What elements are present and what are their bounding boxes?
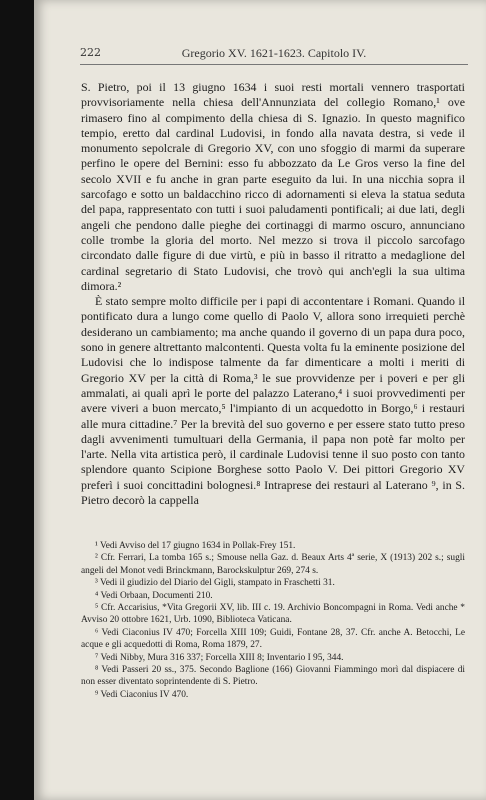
paragraph: S. Pietro, poi il 13 giugno 1634 i suoi resti mortali vennero trasportati provvisoriamente nella chiesa dell'Annunziata del collegio Romano,¹ ove rimasero fino al compimento della chiesa di S. Ignazio. In questo magnifico tempio, eretto dal cardinal Ludovisi, in fondo alla navata destra, si vede il monumento sepolcrale di Gregorio XV, con uno sfoggio di marmi da superare perfino le opere del Bernini: esso fu abbozzato da Le Gros verso la fine del secolo XVII e fu anche in gran parte eseguito da lui. In una nicchia sopra il sarcofago e sotto un baldacchino ricco di adornamenti si eleva la statua seduta del papa, rappresentato con tutti i suoi paludamenti pontificali; ai due lati, degli angeli che pendono dalle pieghe dei cortinaggi di marmo oscuro, annunciano colle trombe la gloria del morto. Nel mezzo si trova il piccolo sarcofago circondato dalle figure di due virtù, e più in basso il ritratto a medaglione del cardinal segretario di Stato Ludovisi, che trovò qui anch'egli la sua ultima dimora.²: [81, 80, 465, 293]
page-number: 222: [80, 46, 101, 59]
footnote: ⁴ Vedi Orbaan, Documenti 210.: [95, 590, 213, 601]
footnote: ³ Vedi il giudizio del Diario del Gigli, stampato in Fraschetti 31.: [95, 578, 335, 589]
book-page: [34, 0, 486, 800]
main-text: [81, 80, 465, 508]
header-rule: [80, 64, 468, 65]
footnote: ² Cfr. Ferrari, La tomba 165 s.; Smouse nella Gaz. d. Beaux Arts 4ª serie, X (1913) 202 s.; sugli angeli del Monot vedi Brinckmann, Barockskulptur 269, 274 s.: [81, 553, 465, 576]
footnote: ⁹ Vedi Ciaconius IV 470.: [95, 689, 189, 700]
footnote: ⁷ Vedi Nibby, Mura 316 337; Forcella XIII 8; Inventario I 95, 344.: [95, 652, 344, 663]
page-header: [80, 46, 468, 62]
footnote: ⁵ Cfr. Accarisius, *Vita Gregorii XV, lib. III c. 19. Archivio Boncompagni in Roma. Vedi anche * Avviso 20 ottobre 1621, Urb. 1090, Biblioteca Vaticana.: [81, 603, 465, 626]
footnote: ⁶ Vedi Ciaconius IV 470; Forcella XIII 109; Guidi, Fontane 28, 37. Cfr. anche A. Betocchi, Le acque e gli acquedotti di Roma, Roma 1879, 27.: [81, 627, 465, 651]
footnote: ⁸ Vedi Passeri 20 ss., 375. Secondo Baglione (166) Giovanni Fiammingo morì dal dispiacere di non esser diventato soprintendente di S. Pietro.: [81, 665, 465, 688]
footnotes: [81, 540, 465, 701]
running-title: Gregorio XV. 1621-1623. Capitolo IV.: [181, 46, 367, 60]
paragraph: È stato sempre molto difficile per i papi di accontentare i Romani. Quando il pontificato dura a lungo come quello di Paolo V, allora sono irrequieti perchè desiderano un cambiamento; ma anche quando il governo di un papa dura poco, sono in genere altrettanto malcontenti. Questa volta fu la eminente posizione del Ludovisi che lo indispose talmente da far dimenticare a molti i meriti di Gregorio XV per la città di Roma,³ le sue provvidenze per i poveri e per gli ammalati, ai quali aprì le porte del palazzo Laterano,⁴ i suoi provvedimenti per avere viveri a buon mercato,⁵ l'impianto di un acquedotto in Borgo,⁶ i restauri alle mura cittadine.⁷ Per la brevità del suo governo e per essere stato tutto preso dagli avvenimenti tumultuari della Germania, il papa non potè far molto per l'arte. Nella vita artistica però, il cardinale Ludovisi tenne il suo posto con tanto splendore quanto Scipione Borghese sotto Paolo V. Dei pittori Gregorio XV preferì i suoi concittadini bolognesi.⁸ Intraprese dei restauri al Laterano ⁹, in S. Pietro decorò la cappella: [81, 294, 465, 508]
footnote: ¹ Vedi Avviso del 17 giugno 1634 in Pollak-Frey 151.: [95, 541, 296, 551]
